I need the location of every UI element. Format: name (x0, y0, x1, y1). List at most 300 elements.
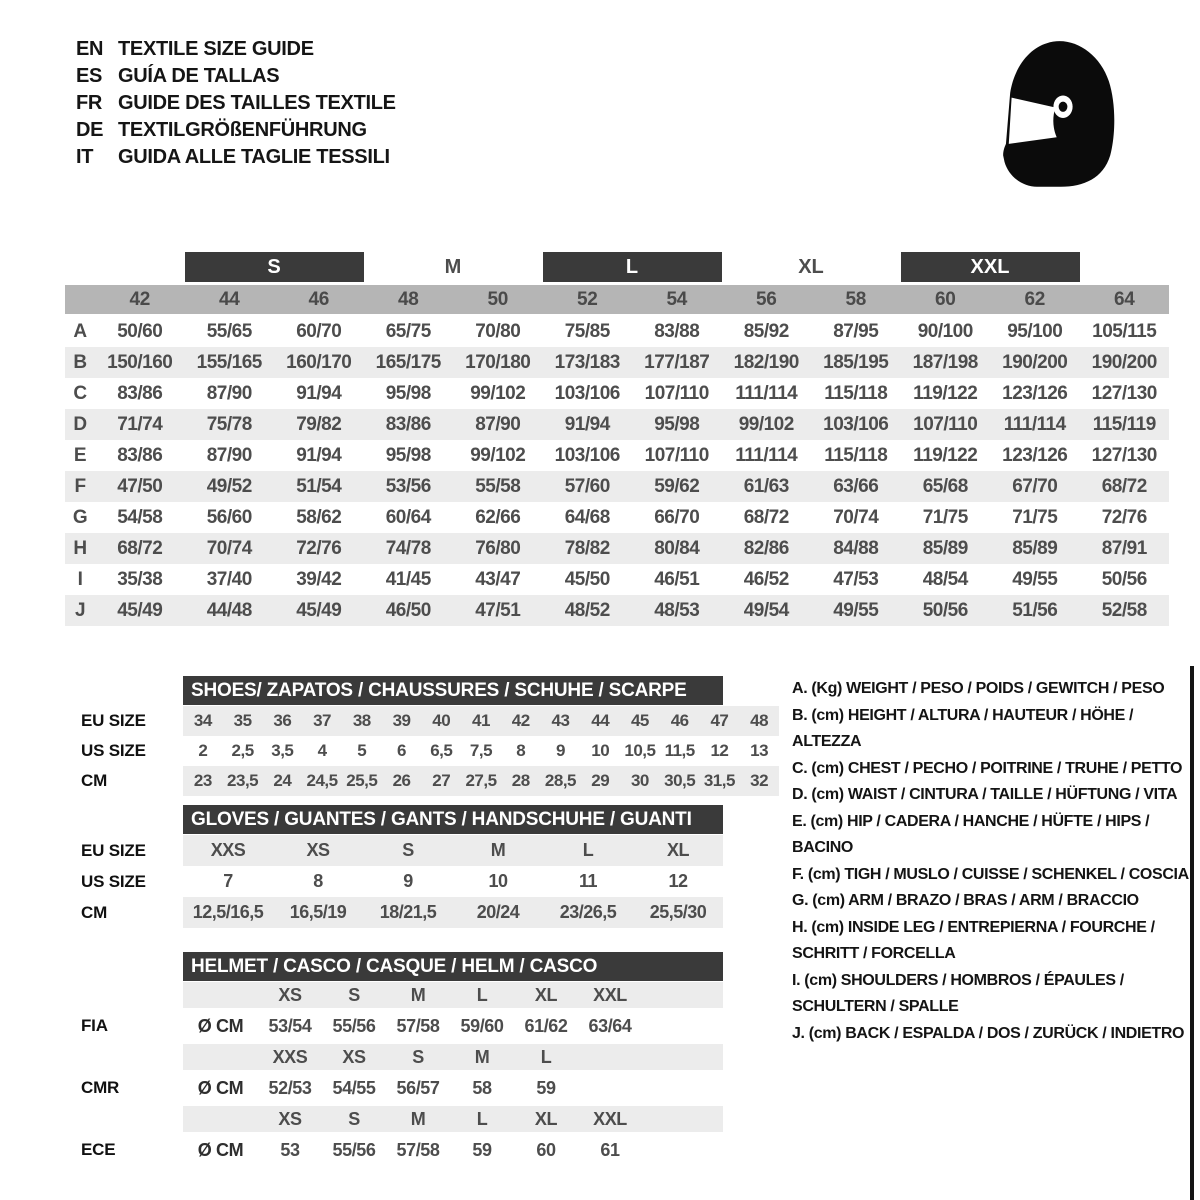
value-cell: 71/74 (117, 414, 163, 435)
value-cell: 31,5 (703, 771, 735, 790)
language-row-en (76, 36, 396, 63)
value-cell: 61/63 (743, 476, 789, 497)
page-title-fr: GUIDE DES TAILLES TEXTILE (118, 92, 396, 114)
row-label: CM (81, 771, 108, 790)
column-header: 62 (1024, 289, 1046, 310)
row-label: J (74, 600, 86, 621)
value-cell: 51/56 (1012, 600, 1058, 621)
language-code: IT (76, 146, 94, 168)
row-label-spacer (65, 982, 183, 1008)
textile-size-table (65, 252, 1169, 626)
legend-entry: G. (cm) ARM / BRAZO / BRAS / ARM / BRACCIO (792, 892, 1139, 909)
value-cell: 177/187 (644, 352, 710, 373)
value-cell: 6 (397, 741, 406, 760)
size-row (65, 706, 780, 736)
value-cell: 23,5 (227, 771, 259, 790)
value-cell: 190/200 (1091, 352, 1157, 373)
size-headers (183, 1106, 723, 1132)
value-cell: 65/75 (385, 321, 431, 342)
value-cell: 123/126 (1002, 383, 1068, 404)
value-cell: 119/122 (913, 383, 978, 404)
value-cell: 7 (223, 871, 233, 891)
row-values (183, 736, 779, 766)
value-cell: 54/58 (117, 507, 163, 528)
value-cell: 45/49 (296, 600, 342, 621)
value-cell: 9 (403, 871, 413, 891)
legend-entry: J. (cm) BACK / ESPALDA / DOS / ZURÜCK / INDIETRO (792, 1024, 1185, 1042)
value-cell: XS (306, 840, 330, 860)
measurement-legend (792, 676, 1196, 1047)
value-cell: 99/102 (470, 383, 526, 404)
value-cell: 11 (578, 871, 598, 891)
value-cell: 46/51 (654, 569, 700, 590)
column-header: 42 (129, 289, 151, 310)
value-cell: 55/58 (475, 476, 521, 497)
column-header: 54 (666, 289, 688, 310)
value-cell: 54/55 (332, 1077, 376, 1098)
legend-entry: E. (cm) HIP / CADERA / HANCHE / HÜFTE / HIPS / BACINO (792, 812, 1150, 856)
row-label: G (72, 507, 88, 528)
value-cell: 57/58 (396, 1139, 440, 1160)
value-cell: 23/26,5 (559, 902, 617, 922)
value-cell: 99/102 (470, 445, 526, 466)
gloves-section (65, 805, 780, 928)
value-cell: 48/53 (654, 600, 700, 621)
value-cell: 111/114 (735, 445, 798, 466)
column-header: 52 (576, 289, 598, 310)
value-cell: 79/82 (296, 414, 342, 435)
row-values (183, 835, 723, 866)
value-cell: L (582, 840, 594, 860)
value-cell: 155/165 (196, 352, 262, 373)
value-cell: 4 (317, 741, 327, 760)
size-row (65, 835, 780, 866)
standard-label: ECE (81, 1140, 116, 1159)
size-header: XXS (272, 1046, 308, 1067)
textile-table-body (65, 316, 1169, 626)
value-cell: 7,5 (469, 741, 493, 760)
value-cell: 18/21,5 (379, 902, 437, 922)
shoes-section-title: SHOES/ ZAPATOS / CHAUSSURES / SCHUHE / SCARPE (183, 676, 723, 705)
value-cell: 91/94 (564, 414, 610, 435)
value-cell: 51/54 (296, 476, 342, 497)
row-label: E (73, 445, 87, 466)
value-cell: 5 (357, 741, 367, 760)
size-group-xxl: XXL (901, 252, 1080, 282)
value-cell: 75/85 (564, 321, 610, 342)
value-cell: 83/86 (117, 445, 163, 466)
row-label: H (73, 538, 87, 559)
size-header: XXL (593, 984, 627, 1005)
size-header: S (348, 1108, 360, 1129)
value-cell: 76/80 (475, 538, 521, 559)
size-header: XS (342, 1046, 366, 1067)
value-cell: 39/42 (296, 569, 342, 590)
textile-column-row (65, 285, 1169, 314)
size-group-s: S (185, 252, 364, 282)
column-header: 56 (755, 289, 777, 310)
value-cell: 36 (273, 711, 292, 730)
size-header: XL (534, 984, 558, 1005)
value-cell: 58/62 (296, 507, 342, 528)
size-header: L (476, 984, 488, 1005)
value-cell: 63/64 (588, 1015, 632, 1036)
value-cell: 47 (710, 711, 729, 730)
value-cell: 12 (710, 741, 729, 760)
column-header: 60 (934, 289, 956, 310)
textile-row-g (65, 502, 1169, 533)
value-cell: 57/58 (396, 1015, 440, 1036)
value-cell: 60/70 (296, 321, 342, 342)
value-cell: 71/75 (1012, 507, 1058, 528)
helmet-values-row-fia (65, 1008, 780, 1044)
value-cell: 99/102 (738, 414, 794, 435)
value-cell: 52/53 (268, 1077, 312, 1098)
value-cell: 64/68 (564, 507, 610, 528)
size-header: L (540, 1046, 552, 1067)
value-cell: 70/80 (475, 321, 521, 342)
value-cell: 44/48 (206, 600, 252, 621)
value-cell: 115/119 (1092, 414, 1156, 435)
value-cell: 61 (600, 1139, 620, 1160)
value-cell: 49/55 (1012, 569, 1058, 590)
value-cell: 127/130 (1091, 445, 1157, 466)
value-cell: 2 (198, 741, 208, 760)
textile-row-d (65, 409, 1169, 440)
value-cell: 87/90 (475, 414, 521, 435)
row-label: US SIZE (81, 871, 146, 891)
value-cell: 56/57 (396, 1077, 440, 1098)
value-cell: 75/78 (206, 414, 252, 435)
value-cell: 9 (555, 741, 565, 760)
row-values (183, 897, 723, 928)
column-header: 50 (487, 289, 509, 310)
size-headers (183, 982, 723, 1008)
value-cell: 34 (193, 711, 212, 730)
value-cell: 46 (670, 711, 689, 730)
value-cell: 185/195 (823, 352, 889, 373)
value-cell: 25,5 (346, 771, 378, 790)
legend-entry: A. (Kg) WEIGHT / PESO / POIDS / GEWITCH / PESO (792, 680, 1165, 697)
value-cell: 123/126 (1002, 445, 1068, 466)
value-cell: 8 (516, 741, 526, 760)
value-cell: 57/60 (564, 476, 610, 497)
value-cell: 53/56 (385, 476, 431, 497)
value-cell: 44 (591, 711, 610, 730)
value-cell: 87/95 (833, 321, 879, 342)
textile-row-i (65, 564, 1169, 595)
value-cell: 24 (273, 771, 292, 790)
value-cell: 83/86 (385, 414, 431, 435)
value-cell: 105/115 (1092, 321, 1157, 342)
column-spacer (65, 285, 95, 314)
value-cell: 20/24 (476, 902, 520, 922)
row-label-spacer (65, 1106, 183, 1132)
value-cell: 23 (193, 771, 212, 790)
value-cell: 170/180 (465, 352, 531, 373)
size-header: S (348, 984, 360, 1005)
value-cell: 190/200 (1002, 352, 1068, 373)
textile-row-b (65, 347, 1169, 378)
value-cell: 72/76 (296, 538, 342, 559)
language-row-es (76, 63, 396, 90)
value-cell: 26 (392, 771, 411, 790)
shoes-section (65, 676, 780, 796)
language-row-fr (76, 90, 396, 117)
helmet-values-row-cmr (65, 1070, 780, 1106)
value-cell: 24,5 (306, 771, 338, 790)
row-values (183, 866, 723, 897)
value-cell: 52/58 (1101, 600, 1147, 621)
language-code: ES (76, 65, 103, 87)
value-cell: 47/51 (475, 600, 521, 621)
value-cell: 107/110 (644, 445, 709, 466)
value-cell: 48/52 (564, 600, 610, 621)
value-cell: 71/75 (922, 507, 968, 528)
value-cell: 68/72 (117, 538, 163, 559)
language-code: FR (76, 92, 103, 114)
language-row-it (76, 144, 396, 171)
page-title-it: GUIDA ALLE TAGLIE TESSILI (118, 146, 390, 168)
row-label: B (73, 352, 87, 373)
value-cell: 119/122 (913, 445, 978, 466)
column-header: 46 (308, 289, 330, 310)
value-cell: 115/118 (824, 383, 888, 404)
value-cell: 8 (313, 871, 323, 891)
value-cell: 103/106 (554, 445, 620, 466)
value-cell: 111/114 (1003, 414, 1066, 435)
size-row (65, 897, 780, 928)
value-cell: 32 (750, 771, 769, 790)
value-cell: 74/78 (385, 538, 431, 559)
value-cell: 30 (630, 771, 649, 790)
size-row (65, 766, 780, 796)
value-cell: 165/175 (375, 352, 441, 373)
value-cell: 49/54 (743, 600, 789, 621)
value-cell: 103/106 (823, 414, 889, 435)
value-cell: 10 (488, 871, 508, 891)
row-label: EU SIZE (81, 711, 146, 730)
value-cell: 45/49 (117, 600, 163, 621)
shoes-table-body (65, 706, 780, 796)
size-group-spacer (65, 252, 185, 282)
value-cell: 59/62 (654, 476, 700, 497)
value-cell: 61/62 (524, 1015, 568, 1036)
value-cell: XXS (210, 840, 246, 860)
value-cell: 107/110 (913, 414, 978, 435)
value-cell: 70/74 (833, 507, 879, 528)
value-cell: 87/91 (1101, 538, 1147, 559)
helmet-sizes-row-cmr (65, 1044, 780, 1070)
value-cell: 3,5 (271, 741, 294, 760)
size-header: XXL (593, 1108, 627, 1129)
page-title-es: GUÍA DE TALLAS (118, 65, 280, 87)
size-header: XS (278, 1108, 302, 1129)
value-cell: 84/88 (833, 538, 879, 559)
value-cell: 6,5 (430, 741, 453, 760)
size-header: M (474, 1046, 490, 1067)
value-cell: 38 (352, 711, 371, 730)
value-cell: 160/170 (286, 352, 352, 373)
unit-label: Ø CM (197, 1139, 244, 1160)
value-cell: 50/56 (1101, 569, 1147, 590)
value-cell: 28,5 (544, 771, 576, 790)
standard-label: FIA (81, 1016, 108, 1035)
value-cell: 62/66 (475, 507, 521, 528)
value-cell: 111/114 (735, 383, 798, 404)
value-cell: 95/98 (385, 445, 431, 466)
row-label: US SIZE (81, 741, 146, 760)
value-cell: 72/76 (1101, 507, 1147, 528)
value-cell: 59/60 (460, 1015, 504, 1036)
value-cell: 10,5 (624, 741, 656, 760)
textile-row-c (65, 378, 1169, 409)
row-label-spacer (65, 1044, 183, 1070)
value-cell: 48 (750, 711, 769, 730)
size-row (65, 866, 780, 897)
legend-entry: C. (cm) CHEST / PECHO / POITRINE / TRUHE / PETTO (792, 759, 1183, 777)
helmet-table-body (65, 982, 780, 1168)
size-header: M (410, 984, 426, 1005)
column-header: 64 (1113, 289, 1135, 310)
value-cell: 173/183 (554, 352, 620, 373)
value-cell: 82/86 (743, 538, 789, 559)
language-code: EN (76, 38, 104, 60)
size-header: XL (534, 1108, 558, 1129)
textile-row-h (65, 533, 1169, 564)
value-cell: 49/55 (833, 600, 879, 621)
row-values (183, 1008, 723, 1044)
value-cell: 43/47 (475, 569, 521, 590)
value-cell: 55/65 (206, 321, 252, 342)
value-cell: 63/66 (833, 476, 879, 497)
value-cell: 2,5 (231, 741, 254, 760)
value-cell: 83/86 (117, 383, 163, 404)
value-cell: 53/54 (268, 1015, 312, 1036)
language-code: DE (76, 119, 104, 141)
value-cell: 78/82 (564, 538, 610, 559)
value-cell: 16,5/19 (289, 902, 347, 922)
value-cell: XL (666, 840, 689, 860)
value-cell: 27,5 (465, 771, 497, 790)
value-cell: 91/94 (296, 383, 342, 404)
value-cell: 48/54 (922, 569, 968, 590)
textile-row-j (65, 595, 1169, 626)
value-cell: 55/56 (332, 1015, 376, 1036)
row-label: C (73, 383, 87, 404)
row-label: F (74, 476, 86, 497)
legend-entry: F. (cm) TIGH / MUSLO / CUISSE / SCHENKEL / COSCIA (792, 865, 1189, 883)
row-values (183, 1132, 723, 1168)
value-cell: 80/84 (654, 538, 700, 559)
column-header: 58 (845, 289, 867, 310)
value-cell: 56/60 (206, 507, 252, 528)
value-cell: 115/118 (824, 445, 888, 466)
legend-entry: D. (cm) WAIST / CINTURA / TAILLE / HÜFTUNG / VITA (792, 786, 1178, 803)
value-cell: 46/52 (743, 569, 789, 590)
size-header: M (410, 1108, 426, 1129)
value-cell: 39 (392, 711, 411, 730)
value-cell: 49/52 (206, 476, 252, 497)
textile-row-e (65, 440, 1169, 471)
size-header: L (476, 1108, 488, 1129)
unit-label: Ø CM (197, 1015, 244, 1036)
value-cell: 27 (432, 771, 451, 790)
value-cell: 37/40 (206, 569, 252, 590)
value-cell: 107/110 (644, 383, 709, 404)
row-label: CM (81, 902, 108, 922)
value-cell: 87/90 (206, 445, 252, 466)
legend-entry: B. (cm) HEIGHT / ALTURA / HAUTEUR / HÖHE / ALTEZZA (792, 706, 1134, 750)
value-cell: 46/50 (385, 600, 431, 621)
value-cell: 41 (472, 711, 490, 730)
row-values (183, 706, 779, 736)
value-cell: 43 (551, 711, 570, 730)
size-headers (183, 1044, 723, 1070)
value-cell: 95/100 (1007, 321, 1063, 342)
value-cell: 59 (472, 1139, 492, 1160)
value-cell: 28 (511, 771, 530, 790)
size-group-l: L (543, 252, 722, 282)
value-cell: 10 (591, 741, 610, 760)
row-values (183, 1070, 723, 1106)
row-label: D (73, 414, 87, 435)
column-header: 48 (397, 289, 419, 310)
size-group-xl: XL (798, 256, 824, 278)
value-cell: 90/100 (917, 321, 973, 342)
unit-label: Ø CM (197, 1077, 244, 1098)
gloves-table-body (65, 835, 780, 928)
value-cell: 25,5/30 (649, 902, 707, 922)
value-cell: 91/94 (296, 445, 342, 466)
value-cell: 83/88 (654, 321, 700, 342)
value-cell: M (490, 840, 506, 860)
value-cell: 12,5/16,5 (192, 902, 264, 922)
value-cell: S (402, 840, 414, 860)
size-header: XS (278, 984, 302, 1005)
value-cell: 45/50 (564, 569, 610, 590)
legend-entry: I. (cm) SHOULDERS / HOMBROS / ÉPAULES / SCHULTERN / SPALLE (792, 971, 1124, 1015)
value-cell: 59 (536, 1077, 556, 1098)
column-header: 44 (218, 289, 240, 310)
textile-row-f (65, 471, 1169, 502)
value-cell: 66/70 (654, 507, 700, 528)
value-cell: 30,5 (664, 771, 696, 790)
size-header: S (412, 1046, 424, 1067)
value-cell: 58 (472, 1077, 492, 1098)
page-edge-line (1190, 666, 1194, 1200)
value-cell: 13 (750, 741, 769, 760)
value-cell: 85/89 (922, 538, 968, 559)
language-list (76, 36, 396, 171)
helmet-sizes-row-ece (65, 1106, 780, 1132)
value-cell: 68/72 (743, 507, 789, 528)
value-cell: 70/74 (206, 538, 252, 559)
value-cell: 95/98 (385, 383, 431, 404)
row-values (183, 766, 779, 796)
row-label: EU SIZE (81, 840, 146, 860)
value-cell: 53 (280, 1139, 300, 1160)
value-cell: 60/64 (385, 507, 431, 528)
value-cell: 35/38 (117, 569, 163, 590)
value-cell: 65/68 (922, 476, 968, 497)
size-group-row (65, 252, 1169, 282)
value-cell: 11,5 (664, 741, 695, 760)
value-cell: 47/53 (833, 569, 879, 590)
value-cell: 187/198 (912, 352, 978, 373)
value-cell: 50/56 (922, 600, 968, 621)
value-cell: 37 (313, 711, 332, 730)
